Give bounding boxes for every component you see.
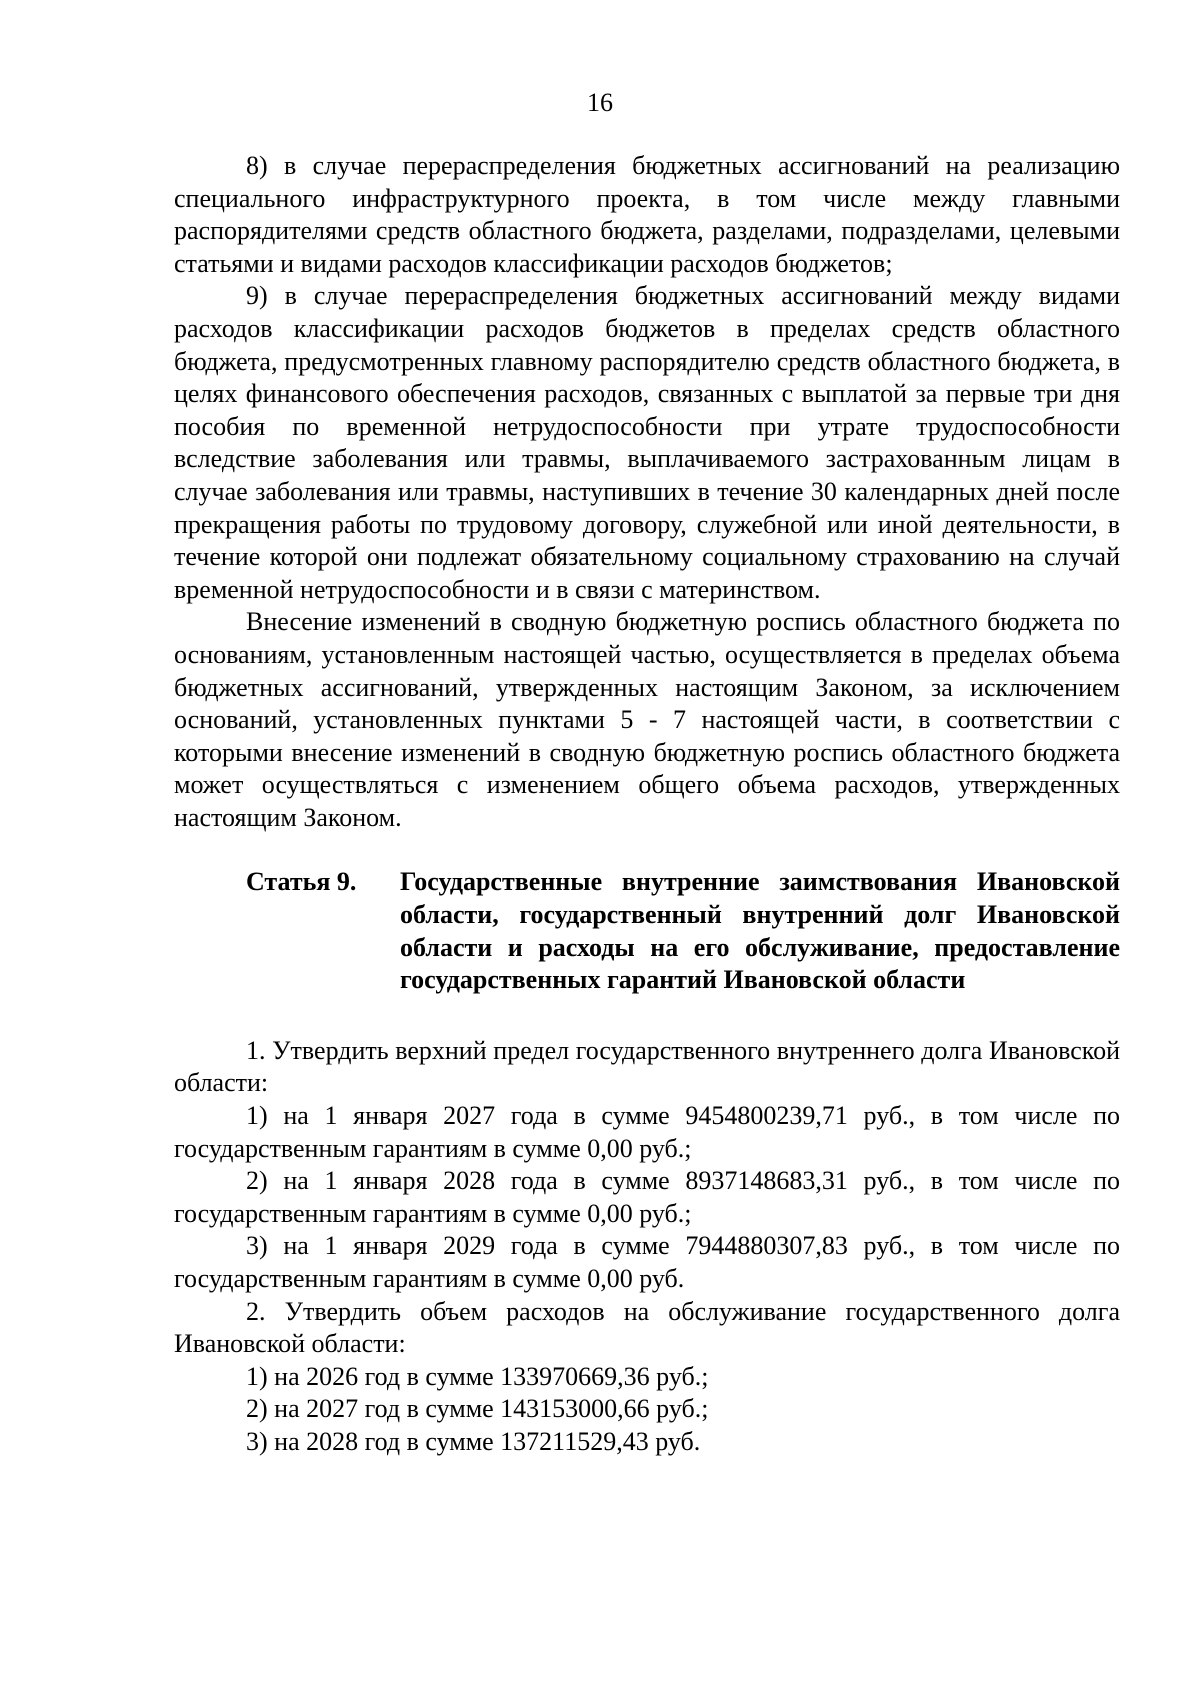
paragraph-item-9: 9) в случае перераспределения бюджетных ассигнований между видами расходов классификации расходов бюджетов в пределах средств областного бюджета, предусмотренных главному распорядителю средств областного бюджета, в целях финансового обеспечения расходов, связанных с выплатой за первые три дня пособия по временной нетрудоспособности при утрате трудоспособности вследствие заболевания или травмы, выплачиваемого застрахованным лицам в случае заболевания или травмы, наступивших в течение 30 календарных дней после прекращения работы по трудовому договору, служебной или иной деятельности, в течение которой они подлежат обязательному социальному страхованию на случай временной нетрудоспособности и в связи с материнством. bbox=[174, 281, 1120, 604]
paragraph-service-2026: 1) на 2026 год в сумме 133970669,36 руб.; bbox=[246, 1361, 709, 1391]
article-number: Статья 9. bbox=[246, 867, 357, 897]
paragraph-debt-2029: 3) на 1 января 2029 года в сумме 7944880307,83 руб., в том числе по государственным гарантиям в сумме 0,00 руб. bbox=[174, 1231, 1120, 1293]
paragraph-service-2028: 3) на 2028 год в сумме 137211529,43 руб. bbox=[246, 1426, 701, 1456]
paragraph-item-8: 8) в случае перераспределения бюджетных ассигнований на реализацию специального инфраструктурного проекта, в том числе между главными распорядителями средств областного бюджета, разделами, подразделами, целевыми статьями и видами расходов классификации расходов бюджетов; bbox=[174, 151, 1120, 278]
article-title: Государственные внутренние заимствования Ивановской области, государственный внутренний долг Ивановской области и расходы на его обслуживание, предоставление государственных гарантий Ивановской области bbox=[400, 867, 1120, 995]
paragraph-debt-2027: 1) на 1 января 2027 года в сумме 9454800239,71 руб., в том числе по государственным гарантиям в сумме 0,00 руб.; bbox=[174, 1101, 1120, 1163]
article-heading bbox=[174, 866, 1120, 996]
paragraph-debt-service: 2. Утвердить объем расходов на обслуживание государственного долга Ивановской области: bbox=[174, 1296, 1120, 1359]
paragraph-debt-limit: 1. Утвердить верхний предел государственного внутреннего долга Ивановской области: bbox=[174, 1035, 1120, 1098]
paragraph-debt-2028: 2) на 1 января 2028 года в сумме 8937148683,31 руб., в том числе по государственным гарантиям в сумме 0,00 руб.; bbox=[174, 1166, 1120, 1228]
page-number: 16 bbox=[587, 88, 613, 117]
paragraph-service-2027: 2) на 2027 год в сумме 143153000,66 руб.; bbox=[246, 1394, 709, 1424]
paragraph-amendments: Внесение изменений в сводную бюджетную роспись областного бюджета по основаниям, установленным настоящей частью, осуществляется в пределах объема бюджетных ассигнований, утвержденных настоящим Законом, за исключением оснований, установленных пунктами 5 - 7 настоящей части, в соответствии с которыми внесение изменений в сводную бюджетную роспись областного бюджета может осуществляться с изменением общего объема расходов, утвержденных настоящим Законом. bbox=[174, 607, 1120, 832]
document-body bbox=[174, 150, 1120, 1459]
